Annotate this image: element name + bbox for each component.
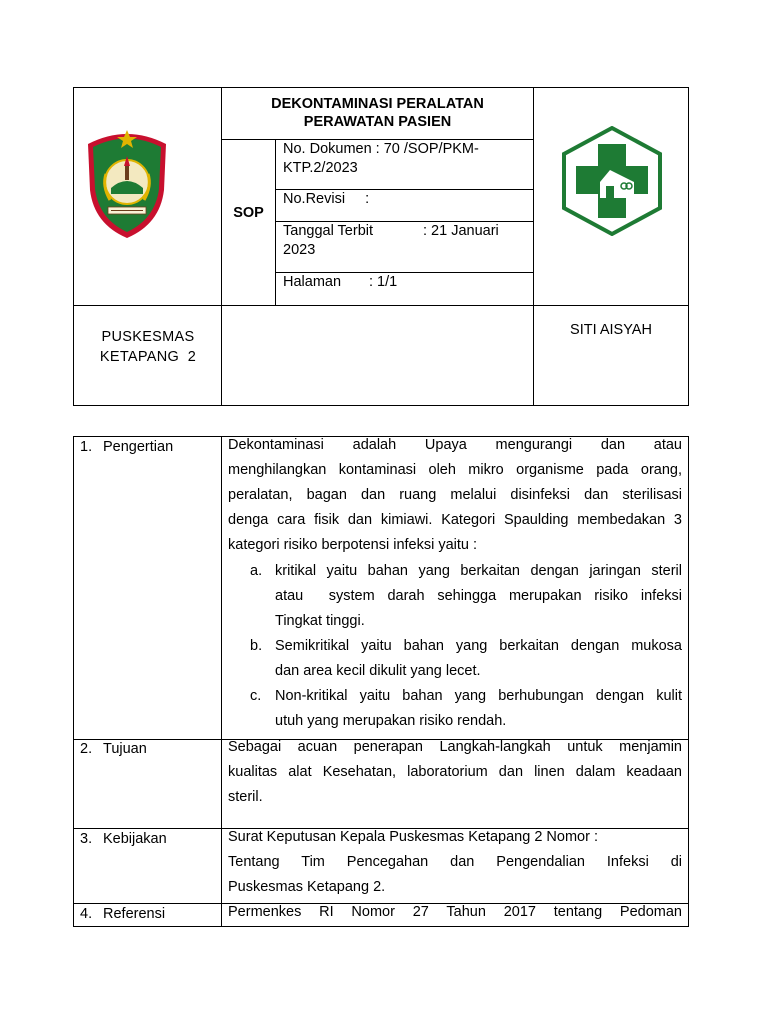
publish-date [283, 222, 528, 260]
document-number-line-1: No. Dokumen : 70 /SOP/PKM- [283, 141, 479, 157]
paragraph-line: menghilangkan kontaminasi oleh mikro organisme pada orang, [228, 462, 682, 478]
list-line: Non-kritikal yaitu bahan yang berhubungan dengan kulit [275, 688, 682, 704]
paragraph-line: Dekontaminasi adalah Upaya mengurangi dan atau [228, 437, 682, 453]
paragraph-line: Tentang Tim Pencegahan dan Pengendalian Infeksi di [228, 854, 682, 870]
list-marker: a. [250, 563, 263, 579]
section-number: 3. [80, 831, 93, 847]
paragraph-line: kategori risiko berpotensi infeksi yaitu : [228, 537, 478, 553]
section-title: Pengertian [103, 439, 174, 455]
section-label-kebijakan [80, 829, 167, 849]
page-info [283, 273, 528, 292]
paragraph-line: steril. [228, 789, 263, 805]
list-line: Semikritikal yaitu bahan yang berkaitan dengan mukosa [275, 638, 682, 654]
list-line: utuh yang merupakan risiko rendah. [275, 713, 507, 729]
paragraph-line: Sebagai acuan penerapan Langkah-langkah untuk menjamin [228, 739, 682, 755]
list-marker: b. [250, 638, 263, 654]
organization-name-line-2: KETAPANG 2 [99, 349, 197, 365]
section-body-pengertian [228, 433, 682, 558]
list-line: Tingkat tinggi. [275, 613, 365, 629]
paragraph-line: denga cara fisik dan kimiawi. Kategori Spaulding membedakan 3 [228, 512, 682, 528]
revision-number: No.Revisi : [283, 191, 370, 207]
signer-name: SITI AISYAH [570, 322, 652, 338]
paragraph-line: peralatan, bagan dan ruang melalui disinfeksi dan sterilisasi [228, 487, 682, 503]
paragraph-line: Puskesmas Ketapang 2. [228, 879, 386, 895]
title-line-1: DEKONTAMINASI PERALATAN [271, 96, 484, 112]
regional-emblem-logo [84, 126, 170, 242]
publish-date-value: : 21 Januari [423, 223, 499, 239]
section-number: 4. [80, 906, 93, 922]
page-value: : 1/1 [369, 274, 398, 290]
paragraph-line: kualitas alat Kesehatan, laboratorium dan linen dalam keadaan [228, 764, 682, 780]
paragraph-line: Surat Keputusan Kepala Puskesmas Ketapang 2 Nomor : [228, 829, 598, 845]
list-line: kritikal yaitu bahan yang berkaitan dengan jaringan steril [275, 563, 682, 579]
organization-name [74, 327, 222, 367]
document-number-line-2: KTP.2/2023 [283, 160, 358, 176]
list-item [250, 559, 682, 634]
sop-label: SOP [233, 205, 264, 221]
section-number: 2. [80, 741, 93, 757]
list-item [250, 634, 682, 684]
publish-date-label: Tanggal Terbit [283, 223, 374, 239]
section-body-kebijakan [228, 825, 682, 900]
list-line: atau system darah sehingga merupakan risiko infeksi [275, 588, 682, 604]
organization-name-line-1: PUSKESMAS [101, 329, 195, 345]
section-number: 1. [80, 439, 93, 455]
section-label-tujuan [80, 739, 147, 759]
page-label: Halaman [283, 274, 342, 290]
section-title: Kebijakan [103, 831, 167, 847]
section-label-referensi [80, 904, 165, 924]
document-title [222, 88, 533, 138]
list-item [250, 684, 682, 734]
section-body-referensi [228, 900, 682, 925]
section-title: Tujuan [103, 741, 147, 757]
title-line-2: PERAWATAN PASIEN [303, 114, 452, 130]
section-body-tujuan [228, 735, 682, 810]
publish-date-year: 2023 [283, 242, 316, 258]
section-title: Referensi [103, 906, 166, 922]
document-number [283, 140, 528, 178]
paragraph-line: Permenkes RI Nomor 27 Tahun 2017 tentang Pedoman [228, 904, 682, 920]
section-label-pengertian [80, 437, 173, 457]
list-marker: c. [250, 688, 262, 704]
list-line: dan area kecil dikulit yang lecet. [275, 663, 481, 679]
puskesmas-cross-logo [560, 126, 664, 236]
